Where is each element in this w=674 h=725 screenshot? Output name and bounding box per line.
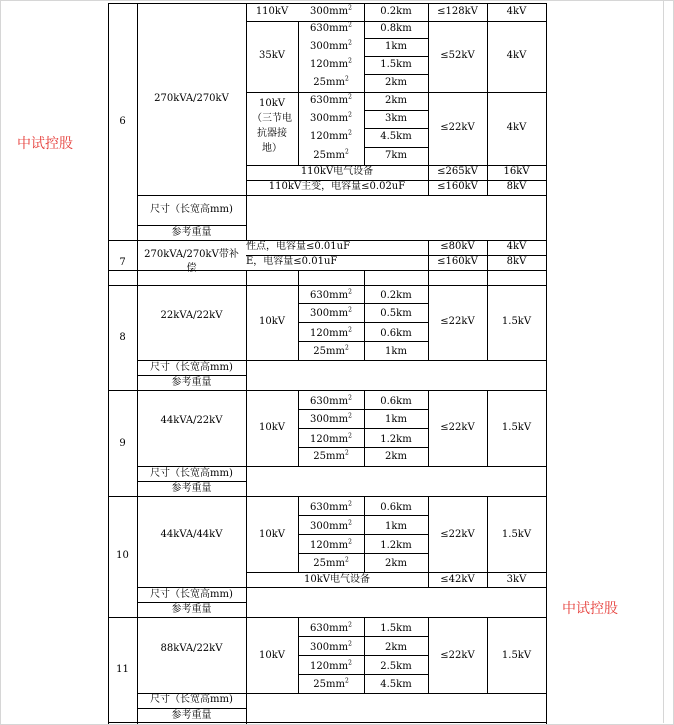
grid-line: [298, 655, 429, 656]
cable-section: $300mm^2$: [310, 111, 352, 124]
grid-line: [137, 587, 547, 588]
weight-label: 参考重量: [171, 483, 212, 494]
cable-section: $630mm^2$: [310, 93, 352, 106]
cable-section: $120mm^2$: [310, 432, 352, 445]
test-voltage: ≤22kV: [440, 122, 475, 133]
cable-length: 2.5km: [380, 661, 412, 672]
cable-section: $25mm^2$: [313, 148, 349, 161]
cable-section-value: 630mm: [310, 502, 349, 513]
size-label: 尺寸（长宽高mm): [150, 204, 233, 215]
grid-line: [246, 92, 547, 93]
cable-section: $300mm^2$: [310, 412, 352, 425]
voltage-note: 地）: [262, 143, 282, 154]
cable-length: 1.5km: [380, 59, 412, 70]
cable-section-value: 300mm: [310, 642, 349, 653]
grid-line: [364, 110, 429, 111]
weight-label: 参考重量: [171, 377, 212, 388]
cable-length: 1.5km: [380, 623, 412, 634]
test-voltage: ≤22kV: [440, 422, 475, 433]
grid-line: [298, 553, 429, 554]
cable-section-value: 25mm: [313, 346, 345, 357]
weight-label: 参考重量: [171, 227, 212, 238]
test-voltage: ≤22kV: [440, 650, 475, 661]
grid-line: [137, 481, 247, 482]
grid-line: [108, 285, 547, 286]
cable-length: 3km: [385, 113, 407, 124]
cable-section-value: 25mm: [313, 77, 345, 88]
cable-length: 2km: [385, 451, 407, 462]
model-label: 270kVA/270kV带补: [144, 249, 239, 260]
size-label: 尺寸（长宽高mm): [150, 362, 233, 373]
grid-line: [298, 515, 429, 516]
grid-line: [364, 270, 365, 286]
cable-section: $25mm^2$: [313, 344, 349, 357]
equipment-label: 10kV电气设备: [303, 574, 370, 585]
grid-line: [298, 428, 429, 429]
cable-length: 0.6km: [380, 502, 412, 513]
test-voltage: ≤52kV: [440, 50, 475, 61]
grid-line: [108, 390, 547, 391]
grid-line: [246, 360, 247, 391]
row-number: 8: [119, 332, 126, 343]
cable-section-value: 630mm: [310, 23, 349, 34]
cable-length: 1km: [385, 521, 407, 532]
output-voltage: 3kV: [506, 574, 527, 585]
cable-section-value: 120mm: [310, 59, 349, 70]
model-label: 270kVA/270kV: [154, 93, 229, 104]
test-voltage: ≤22kV: [440, 316, 475, 327]
cable-section-value: 300mm: [310, 521, 349, 532]
row-number: 9: [119, 438, 126, 449]
grid-line: [298, 534, 429, 535]
cable-length: 1km: [385, 41, 407, 52]
cable-section-value: 300mm: [310, 41, 349, 52]
grid-line: [137, 195, 547, 196]
cable-length: 1km: [385, 346, 407, 357]
cable-section: $120mm^2$: [310, 538, 352, 551]
test-voltage: ≤128kV: [437, 6, 478, 17]
cable-section-value: 25mm: [313, 558, 345, 569]
cable-section: $25mm^2$: [313, 556, 349, 569]
equipment-label: 110kV主变，电容量≤0.02uF: [268, 181, 406, 192]
cable-section-value: 630mm: [310, 95, 349, 106]
cable-section-value: 120mm: [310, 434, 349, 445]
output-voltage: 1.5kV: [501, 650, 532, 661]
grid-line: [137, 602, 247, 603]
cable-length: 0.2km: [380, 290, 412, 301]
cable-section: $630mm^2$: [310, 621, 352, 634]
output-voltage: 4kV: [506, 6, 527, 17]
grid-line: [137, 360, 547, 361]
cable-section: $300mm^2$: [310, 306, 352, 319]
cable-section: $120mm^2$: [310, 57, 352, 70]
size-label: 尺寸（长宽高mm): [150, 694, 233, 705]
cable-section: $120mm^2$: [310, 659, 352, 672]
grid-line: [298, 341, 429, 342]
weight-label: 参考重量: [171, 710, 212, 721]
cable-section-value: 300mm: [310, 414, 349, 425]
voltage-level: 10kV: [258, 98, 285, 109]
grid-line: [246, 195, 247, 241]
grid-line: [137, 708, 247, 709]
grid-line: [298, 303, 429, 304]
row-number: 7: [119, 257, 126, 268]
cable-section: $630mm^2$: [310, 21, 352, 34]
model-label: 44kVA/44kV: [160, 529, 223, 540]
cable-length: 1.2km: [380, 540, 412, 551]
cable-section-value: 25mm: [313, 679, 345, 690]
cable-length: 1.2km: [380, 434, 412, 445]
grid-line: [246, 21, 547, 22]
cable-section-value: 630mm: [310, 396, 349, 407]
cable-section-value: 300mm: [310, 308, 349, 319]
cable-section-value: 25mm: [313, 451, 345, 462]
watermark-right: 中试控股: [562, 601, 618, 617]
test-voltage: ≤22kV: [440, 529, 475, 540]
grid-line: [364, 147, 429, 148]
grid-line: [298, 447, 429, 448]
output-voltage: 8kV: [506, 256, 527, 267]
cable-length: 7km: [385, 150, 407, 161]
size-label: 尺寸（长宽高mm): [150, 589, 233, 600]
grid-line: [364, 74, 429, 75]
cable-section: $300mm^2$: [310, 519, 352, 532]
row-number: 6: [119, 116, 126, 127]
voltage-level: 110kV: [255, 6, 289, 17]
voltage-level: 35kV: [258, 50, 285, 61]
test-voltage: ≤160kV: [437, 256, 478, 267]
cable-section: $630mm^2$: [310, 288, 352, 301]
cable-section: $120mm^2$: [310, 129, 352, 142]
row-number: 11: [116, 664, 129, 675]
grid-line: [298, 322, 429, 323]
cable-length: 0.6km: [380, 328, 412, 339]
equipment-label: 110kV电气设备: [300, 166, 374, 177]
output-voltage: 4kV: [506, 50, 527, 61]
voltage-level: 10kV: [258, 650, 285, 661]
output-voltage: 8kV: [506, 181, 527, 192]
cable-section: $25mm^2$: [313, 449, 349, 462]
cable-section: $300mm^2$: [310, 640, 352, 653]
voltage-level: 10kV: [258, 316, 285, 327]
output-voltage: 16kV: [503, 166, 530, 177]
grid-line: [137, 466, 547, 467]
right-guide: [663, 0, 664, 723]
output-voltage: 1.5kV: [501, 316, 532, 327]
cable-length: 2km: [385, 77, 407, 88]
weight-label: 参考重量: [171, 604, 212, 615]
output-voltage: 1.5kV: [501, 529, 532, 540]
cable-length: 2km: [385, 642, 407, 653]
cable-length: 4.5km: [380, 131, 412, 142]
voltage-note: （三节电: [252, 113, 292, 124]
cable-section: $630mm^2$: [310, 500, 352, 513]
voltage-level: 10kV: [258, 422, 285, 433]
cable-section-value: 120mm: [310, 661, 349, 672]
output-voltage: 4kV: [506, 241, 527, 252]
row-number: 10: [116, 550, 129, 561]
voltage-level: 10kV: [258, 529, 285, 540]
cable-section-value: 120mm: [310, 131, 349, 142]
grid-line: [137, 375, 247, 376]
cable-section: $120mm^2$: [310, 326, 352, 339]
grid-line: [108, 617, 547, 618]
output-voltage: 1.5kV: [501, 422, 532, 433]
grid-line: [108, 3, 109, 724]
cable-section: $300mm^2$: [310, 39, 352, 52]
cable-section-value: 630mm: [310, 623, 349, 634]
model-label: 88kVA/22kV: [160, 643, 223, 654]
cable-section: $630mm^2$: [310, 394, 352, 407]
grid-line: [108, 3, 547, 4]
grid-line: [246, 466, 247, 497]
cable-length: 4.5km: [380, 679, 412, 690]
cable-section: $25mm^2$: [313, 75, 349, 88]
cable-length: 0.2km: [380, 6, 412, 17]
cable-length: 0.5km: [380, 308, 412, 319]
cable-section-value: 120mm: [310, 540, 349, 551]
cable-length: 0.6km: [380, 396, 412, 407]
grid-line: [108, 496, 547, 497]
model-label: 偿: [186, 263, 197, 274]
model-label: 22kVA/22kV: [160, 310, 223, 321]
cable-length: 2km: [385, 558, 407, 569]
grid-line: [246, 270, 247, 286]
cable-section: $300mm^2$: [310, 4, 352, 17]
cable-length: 2km: [385, 95, 407, 106]
grid-line: [364, 128, 429, 129]
test-voltage: ≤42kV: [440, 574, 475, 585]
test-voltage: ≤265kV: [437, 166, 478, 177]
grid-line: [364, 38, 429, 39]
grid-line: [137, 225, 247, 226]
cable-section-value: 25mm: [313, 150, 345, 161]
grid-line: [546, 3, 547, 724]
voltage-note: 抗器接: [257, 128, 287, 139]
grid-line: [364, 56, 429, 57]
cable-section-value: 120mm: [310, 328, 349, 339]
cable-section-value: 300mm: [310, 113, 349, 124]
grid-line: [108, 722, 547, 723]
cable-section: $25mm^2$: [313, 677, 349, 690]
cable-section-value: 630mm: [310, 290, 349, 301]
grid-line: [246, 572, 547, 573]
cable-length: 0.8km: [380, 23, 412, 34]
grid-line: [298, 636, 429, 637]
watermark-left: 中试控股: [17, 136, 73, 152]
cable-length: 1km: [385, 414, 407, 425]
grid-line: [298, 409, 429, 410]
model-label: 44kVA/22kV: [160, 415, 223, 426]
grid-line: [246, 693, 247, 724]
cable-section-value: 300mm: [310, 6, 349, 17]
equipment-label: E，电容量≤0.01uF: [246, 256, 338, 267]
size-label: 尺寸（长宽高mm): [150, 468, 233, 479]
test-voltage: ≤160kV: [437, 181, 478, 192]
equipment-label: 性点，电容量≤0.01uF: [246, 241, 351, 252]
test-voltage: ≤80kV: [440, 241, 475, 252]
output-voltage: 4kV: [506, 122, 527, 133]
grid-line: [298, 674, 429, 675]
